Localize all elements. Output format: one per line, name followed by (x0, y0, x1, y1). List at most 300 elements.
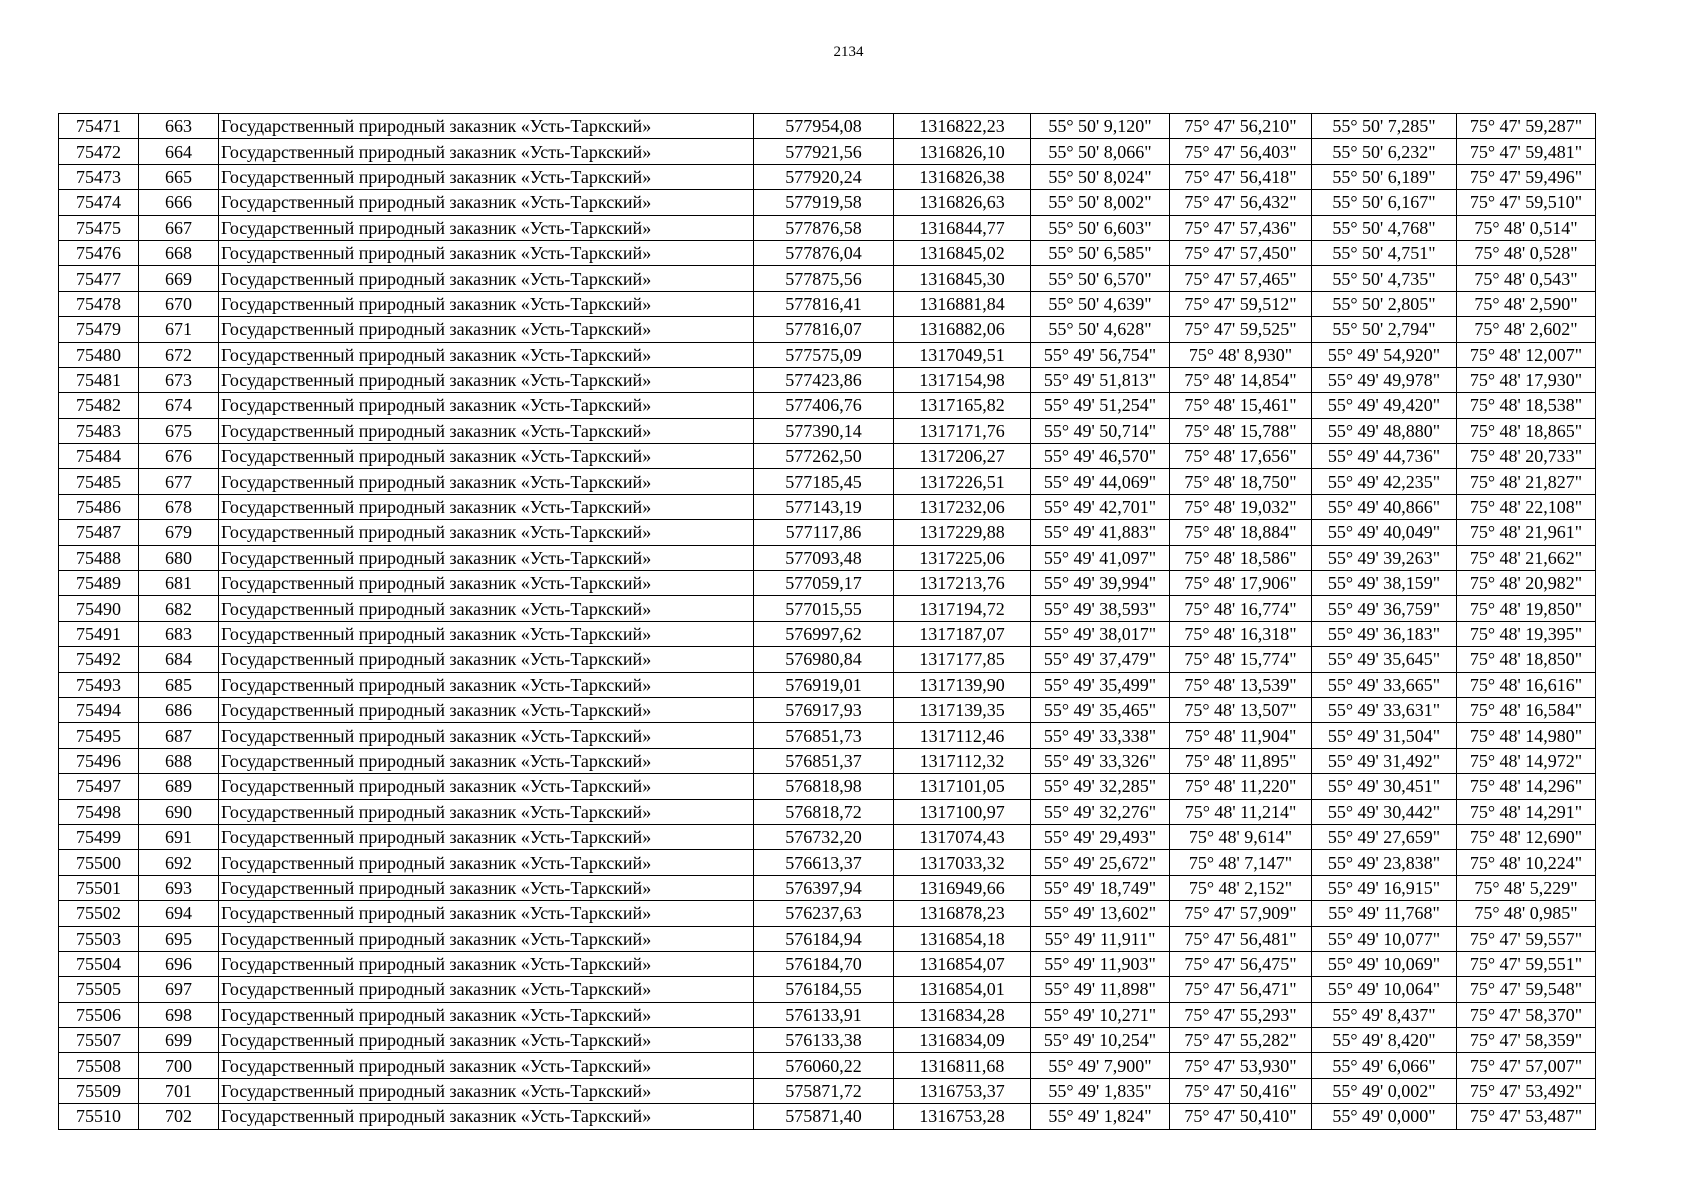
table-row (59, 469, 1596, 494)
point-number-cell: 675 (139, 418, 219, 443)
record-number-cell: 75486 (59, 494, 139, 519)
longitude-1-cell: 75° 48' 8,930" (1170, 342, 1312, 367)
table-row (59, 901, 1596, 926)
coord-x-cell: 577919,58 (754, 190, 894, 215)
record-number-cell: 75500 (59, 850, 139, 875)
table-row (59, 672, 1596, 697)
coord-y-cell: 1316854,18 (894, 926, 1031, 951)
longitude-1-cell: 75° 48' 17,906" (1170, 571, 1312, 596)
record-number-cell: 75508 (59, 1053, 139, 1078)
longitude-1-cell: 75° 47' 57,436" (1170, 215, 1312, 240)
record-number-cell: 75478 (59, 291, 139, 316)
record-number-cell: 75473 (59, 164, 139, 189)
latitude-1-cell: 55° 49' 41,883" (1031, 520, 1170, 545)
reserve-name-cell: Государственный природный заказник «Усть-Таркский» (219, 317, 754, 342)
coord-x-cell: 576851,73 (754, 723, 894, 748)
latitude-2-cell: 55° 49' 39,263" (1312, 545, 1457, 570)
coord-x-cell: 577423,86 (754, 367, 894, 392)
coord-y-cell: 1316826,38 (894, 164, 1031, 189)
coord-y-cell: 1317074,43 (894, 824, 1031, 849)
latitude-1-cell: 55° 50' 4,628" (1031, 317, 1170, 342)
latitude-1-cell: 55° 50' 6,603" (1031, 215, 1170, 240)
longitude-1-cell: 75° 48' 2,152" (1170, 875, 1312, 900)
longitude-2-cell: 75° 48' 14,291" (1457, 799, 1596, 824)
table-row (59, 875, 1596, 900)
point-number-cell: 680 (139, 545, 219, 570)
point-number-cell: 676 (139, 444, 219, 469)
table-row (59, 520, 1596, 545)
point-number-cell: 674 (139, 393, 219, 418)
latitude-2-cell: 55° 49' 40,866" (1312, 494, 1457, 519)
longitude-2-cell: 75° 48' 21,662" (1457, 545, 1596, 570)
reserve-name-cell: Государственный природный заказник «Усть-Таркский» (219, 444, 754, 469)
coord-y-cell: 1317206,27 (894, 444, 1031, 469)
table-row (59, 1002, 1596, 1027)
coord-y-cell: 1316881,84 (894, 291, 1031, 316)
latitude-2-cell: 55° 49' 30,442" (1312, 799, 1457, 824)
table-row (59, 494, 1596, 519)
latitude-2-cell: 55° 49' 8,437" (1312, 1002, 1457, 1027)
latitude-1-cell: 55° 49' 11,898" (1031, 977, 1170, 1002)
latitude-1-cell: 55° 49' 29,493" (1031, 824, 1170, 849)
latitude-2-cell: 55° 49' 0,000" (1312, 1104, 1457, 1129)
point-number-cell: 694 (139, 901, 219, 926)
latitude-1-cell: 55° 49' 38,593" (1031, 596, 1170, 621)
coord-x-cell: 577117,86 (754, 520, 894, 545)
latitude-1-cell: 55° 49' 7,900" (1031, 1053, 1170, 1078)
longitude-2-cell: 75° 47' 59,510" (1457, 190, 1596, 215)
coord-y-cell: 1317112,46 (894, 723, 1031, 748)
table-row (59, 621, 1596, 646)
coord-y-cell: 1317112,32 (894, 748, 1031, 773)
latitude-1-cell: 55° 49' 33,338" (1031, 723, 1170, 748)
record-number-cell: 75475 (59, 215, 139, 240)
table-row (59, 1104, 1596, 1129)
latitude-2-cell: 55° 49' 40,049" (1312, 520, 1457, 545)
longitude-2-cell: 75° 47' 57,007" (1457, 1053, 1596, 1078)
coord-y-cell: 1316753,28 (894, 1104, 1031, 1129)
coord-x-cell: 576613,37 (754, 850, 894, 875)
reserve-name-cell: Государственный природный заказник «Усть-Таркский» (219, 114, 754, 139)
longitude-1-cell: 75° 47' 56,418" (1170, 164, 1312, 189)
latitude-2-cell: 55° 49' 10,069" (1312, 951, 1457, 976)
record-number-cell: 75510 (59, 1104, 139, 1129)
longitude-1-cell: 75° 47' 55,282" (1170, 1028, 1312, 1053)
table-body (59, 114, 1596, 1130)
coord-x-cell: 577816,07 (754, 317, 894, 342)
longitude-2-cell: 75° 48' 0,543" (1457, 266, 1596, 291)
latitude-2-cell: 55° 49' 48,880" (1312, 418, 1457, 443)
table-row (59, 977, 1596, 1002)
reserve-name-cell: Государственный природный заказник «Усть-Таркский» (219, 266, 754, 291)
page-number: 2134 (833, 44, 864, 60)
record-number-cell: 75507 (59, 1028, 139, 1053)
reserve-name-cell: Государственный природный заказник «Усть-Таркский» (219, 291, 754, 316)
coord-x-cell: 577816,41 (754, 291, 894, 316)
reserve-name-cell: Государственный природный заказник «Усть-Таркский» (219, 672, 754, 697)
coord-y-cell: 1317033,32 (894, 850, 1031, 875)
coord-x-cell: 576397,94 (754, 875, 894, 900)
coord-y-cell: 1316949,66 (894, 875, 1031, 900)
longitude-2-cell: 75° 48' 12,007" (1457, 342, 1596, 367)
longitude-1-cell: 75° 47' 55,293" (1170, 1002, 1312, 1027)
point-number-cell: 702 (139, 1104, 219, 1129)
coord-y-cell: 1317171,76 (894, 418, 1031, 443)
coord-y-cell: 1317187,07 (894, 621, 1031, 646)
longitude-1-cell: 75° 48' 16,774" (1170, 596, 1312, 621)
reserve-name-cell: Государственный природный заказник «Усть-Таркский» (219, 1028, 754, 1053)
latitude-1-cell: 55° 49' 37,479" (1031, 647, 1170, 672)
coord-x-cell: 576818,72 (754, 799, 894, 824)
coord-x-cell: 576060,22 (754, 1053, 894, 1078)
coord-x-cell: 577875,56 (754, 266, 894, 291)
longitude-1-cell: 75° 47' 56,432" (1170, 190, 1312, 215)
latitude-2-cell: 55° 50' 4,751" (1312, 240, 1457, 265)
latitude-1-cell: 55° 50' 4,639" (1031, 291, 1170, 316)
record-number-cell: 75504 (59, 951, 139, 976)
coord-y-cell: 1317213,76 (894, 571, 1031, 596)
point-number-cell: 672 (139, 342, 219, 367)
latitude-1-cell: 55° 49' 10,254" (1031, 1028, 1170, 1053)
coord-x-cell: 576184,55 (754, 977, 894, 1002)
point-number-cell: 685 (139, 672, 219, 697)
reserve-name-cell: Государственный природный заказник «Усть-Таркский» (219, 240, 754, 265)
latitude-1-cell: 55° 49' 33,326" (1031, 748, 1170, 773)
table-row (59, 1053, 1596, 1078)
reserve-name-cell: Государственный природный заказник «Усть-Таркский» (219, 1104, 754, 1129)
reserve-name-cell: Государственный природный заказник «Усть-Таркский» (219, 926, 754, 951)
reserve-name-cell: Государственный природный заказник «Усть-Таркский» (219, 164, 754, 189)
coord-y-cell: 1316753,37 (894, 1078, 1031, 1103)
latitude-1-cell: 55° 49' 51,254" (1031, 393, 1170, 418)
reserve-name-cell: Государственный природный заказник «Усть-Таркский» (219, 824, 754, 849)
reserve-name-cell: Государственный природный заказник «Усть-Таркский» (219, 418, 754, 443)
coord-x-cell: 576184,70 (754, 951, 894, 976)
longitude-2-cell: 75° 47' 58,359" (1457, 1028, 1596, 1053)
longitude-1-cell: 75° 47' 56,481" (1170, 926, 1312, 951)
point-number-cell: 664 (139, 139, 219, 164)
point-number-cell: 669 (139, 266, 219, 291)
longitude-2-cell: 75° 47' 59,548" (1457, 977, 1596, 1002)
table-row (59, 393, 1596, 418)
reserve-name-cell: Государственный природный заказник «Усть-Таркский» (219, 875, 754, 900)
longitude-1-cell: 75° 47' 59,525" (1170, 317, 1312, 342)
point-number-cell: 698 (139, 1002, 219, 1027)
table-row (59, 926, 1596, 951)
reserve-name-cell: Государственный природный заказник «Усть-Таркский» (219, 1078, 754, 1103)
latitude-1-cell: 55° 49' 35,499" (1031, 672, 1170, 697)
longitude-1-cell: 75° 48' 11,214" (1170, 799, 1312, 824)
coord-y-cell: 1316878,23 (894, 901, 1031, 926)
coord-y-cell: 1317165,82 (894, 393, 1031, 418)
record-number-cell: 75509 (59, 1078, 139, 1103)
coord-y-cell: 1316826,10 (894, 139, 1031, 164)
record-number-cell: 75493 (59, 672, 139, 697)
table-row (59, 444, 1596, 469)
latitude-1-cell: 55° 49' 1,824" (1031, 1104, 1170, 1129)
point-number-cell: 690 (139, 799, 219, 824)
coord-x-cell: 577015,55 (754, 596, 894, 621)
point-number-cell: 684 (139, 647, 219, 672)
record-number-cell: 75488 (59, 545, 139, 570)
reserve-name-cell: Государственный природный заказник «Усть-Таркский» (219, 697, 754, 722)
coord-x-cell: 577390,14 (754, 418, 894, 443)
table-row (59, 951, 1596, 976)
coord-x-cell: 576184,94 (754, 926, 894, 951)
table-row (59, 774, 1596, 799)
longitude-1-cell: 75° 48' 11,904" (1170, 723, 1312, 748)
coord-y-cell: 1316854,01 (894, 977, 1031, 1002)
longitude-1-cell: 75° 48' 18,750" (1170, 469, 1312, 494)
table-row (59, 164, 1596, 189)
record-number-cell: 75485 (59, 469, 139, 494)
reserve-name-cell: Государственный природный заказник «Усть-Таркский» (219, 215, 754, 240)
coord-x-cell: 577921,56 (754, 139, 894, 164)
reserve-name-cell: Государственный природный заказник «Усть-Таркский» (219, 850, 754, 875)
coord-y-cell: 1317177,85 (894, 647, 1031, 672)
latitude-2-cell: 55° 50' 4,735" (1312, 266, 1457, 291)
latitude-1-cell: 55° 49' 51,813" (1031, 367, 1170, 392)
latitude-1-cell: 55° 49' 50,714" (1031, 418, 1170, 443)
latitude-1-cell: 55° 50' 8,066" (1031, 139, 1170, 164)
latitude-2-cell: 55° 49' 36,183" (1312, 621, 1457, 646)
record-number-cell: 75479 (59, 317, 139, 342)
longitude-2-cell: 75° 48' 16,616" (1457, 672, 1596, 697)
point-number-cell: 668 (139, 240, 219, 265)
record-number-cell: 75482 (59, 393, 139, 418)
longitude-1-cell: 75° 48' 13,539" (1170, 672, 1312, 697)
record-number-cell: 75490 (59, 596, 139, 621)
coord-x-cell: 577262,50 (754, 444, 894, 469)
record-number-cell: 75506 (59, 1002, 139, 1027)
longitude-2-cell: 75° 48' 21,827" (1457, 469, 1596, 494)
longitude-2-cell: 75° 48' 0,528" (1457, 240, 1596, 265)
latitude-2-cell: 55° 50' 4,768" (1312, 215, 1457, 240)
longitude-1-cell: 75° 48' 18,586" (1170, 545, 1312, 570)
point-number-cell: 700 (139, 1053, 219, 1078)
point-number-cell: 701 (139, 1078, 219, 1103)
coord-x-cell: 576818,98 (754, 774, 894, 799)
coord-x-cell: 577406,76 (754, 393, 894, 418)
latitude-2-cell: 55° 49' 31,492" (1312, 748, 1457, 773)
coord-y-cell: 1316882,06 (894, 317, 1031, 342)
latitude-2-cell: 55° 49' 30,451" (1312, 774, 1457, 799)
table-row (59, 266, 1596, 291)
coord-y-cell: 1316834,09 (894, 1028, 1031, 1053)
latitude-2-cell: 55° 49' 36,759" (1312, 596, 1457, 621)
table-row (59, 342, 1596, 367)
record-number-cell: 75492 (59, 647, 139, 672)
coord-x-cell: 576851,37 (754, 748, 894, 773)
longitude-1-cell: 75° 47' 57,909" (1170, 901, 1312, 926)
point-number-cell: 689 (139, 774, 219, 799)
point-number-cell: 681 (139, 571, 219, 596)
coord-x-cell: 577185,45 (754, 469, 894, 494)
latitude-1-cell: 55° 49' 56,754" (1031, 342, 1170, 367)
longitude-2-cell: 75° 48' 5,229" (1457, 875, 1596, 900)
reserve-name-cell: Государственный природный заказник «Усть-Таркский» (219, 393, 754, 418)
coord-y-cell: 1317232,06 (894, 494, 1031, 519)
latitude-2-cell: 55° 49' 0,002" (1312, 1078, 1457, 1103)
latitude-1-cell: 55° 49' 1,835" (1031, 1078, 1170, 1103)
longitude-1-cell: 75° 47' 53,930" (1170, 1053, 1312, 1078)
latitude-2-cell: 55° 49' 44,736" (1312, 444, 1457, 469)
table-row (59, 1028, 1596, 1053)
coord-x-cell: 577143,19 (754, 494, 894, 519)
longitude-2-cell: 75° 48' 18,850" (1457, 647, 1596, 672)
latitude-1-cell: 55° 50' 6,585" (1031, 240, 1170, 265)
coord-x-cell: 575871,40 (754, 1104, 894, 1129)
point-number-cell: 673 (139, 367, 219, 392)
table-row (59, 190, 1596, 215)
latitude-2-cell: 55° 49' 8,420" (1312, 1028, 1457, 1053)
longitude-2-cell: 75° 47' 59,557" (1457, 926, 1596, 951)
table-row (59, 824, 1596, 849)
latitude-1-cell: 55° 49' 35,465" (1031, 697, 1170, 722)
latitude-1-cell: 55° 50' 8,002" (1031, 190, 1170, 215)
record-number-cell: 75472 (59, 139, 139, 164)
latitude-2-cell: 55° 49' 33,631" (1312, 697, 1457, 722)
latitude-2-cell: 55° 49' 23,838" (1312, 850, 1457, 875)
longitude-1-cell: 75° 48' 11,220" (1170, 774, 1312, 799)
table-row (59, 799, 1596, 824)
longitude-1-cell: 75° 48' 15,774" (1170, 647, 1312, 672)
reserve-name-cell: Государственный природный заказник «Усть-Таркский» (219, 469, 754, 494)
longitude-2-cell: 75° 48' 0,514" (1457, 215, 1596, 240)
longitude-2-cell: 75° 48' 12,690" (1457, 824, 1596, 849)
point-number-cell: 693 (139, 875, 219, 900)
longitude-1-cell: 75° 47' 56,403" (1170, 139, 1312, 164)
coord-x-cell: 576133,38 (754, 1028, 894, 1053)
coord-y-cell: 1317229,88 (894, 520, 1031, 545)
longitude-1-cell: 75° 48' 11,895" (1170, 748, 1312, 773)
longitude-1-cell: 75° 48' 19,032" (1170, 494, 1312, 519)
table-row (59, 571, 1596, 596)
coord-y-cell: 1317194,72 (894, 596, 1031, 621)
latitude-1-cell: 55° 49' 44,069" (1031, 469, 1170, 494)
coord-x-cell: 577093,48 (754, 545, 894, 570)
table-row (59, 647, 1596, 672)
latitude-2-cell: 55° 49' 27,659" (1312, 824, 1457, 849)
coord-x-cell: 577876,58 (754, 215, 894, 240)
reserve-name-cell: Государственный природный заказник «Усть-Таркский» (219, 494, 754, 519)
longitude-2-cell: 75° 48' 14,980" (1457, 723, 1596, 748)
coord-y-cell: 1316845,30 (894, 266, 1031, 291)
point-number-cell: 682 (139, 596, 219, 621)
longitude-1-cell: 75° 48' 14,854" (1170, 367, 1312, 392)
longitude-1-cell: 75° 47' 57,465" (1170, 266, 1312, 291)
point-number-cell: 691 (139, 824, 219, 849)
point-number-cell: 695 (139, 926, 219, 951)
record-number-cell: 75483 (59, 418, 139, 443)
record-number-cell: 75480 (59, 342, 139, 367)
latitude-2-cell: 55° 49' 35,645" (1312, 647, 1457, 672)
longitude-1-cell: 75° 48' 15,461" (1170, 393, 1312, 418)
point-number-cell: 692 (139, 850, 219, 875)
longitude-1-cell: 75° 48' 7,147" (1170, 850, 1312, 875)
latitude-1-cell: 55° 49' 11,911" (1031, 926, 1170, 951)
latitude-2-cell: 55° 50' 6,189" (1312, 164, 1457, 189)
longitude-2-cell: 75° 48' 14,972" (1457, 748, 1596, 773)
longitude-2-cell: 75° 48' 14,296" (1457, 774, 1596, 799)
latitude-2-cell: 55° 50' 2,805" (1312, 291, 1457, 316)
latitude-2-cell: 55° 49' 38,159" (1312, 571, 1457, 596)
reserve-name-cell: Государственный природный заказник «Усть-Таркский» (219, 799, 754, 824)
longitude-2-cell: 75° 47' 53,492" (1457, 1078, 1596, 1103)
latitude-2-cell: 55° 49' 42,235" (1312, 469, 1457, 494)
table-row (59, 1078, 1596, 1103)
latitude-1-cell: 55° 49' 42,701" (1031, 494, 1170, 519)
coord-x-cell: 577954,08 (754, 114, 894, 139)
record-number-cell: 75501 (59, 875, 139, 900)
latitude-1-cell: 55° 49' 25,672" (1031, 850, 1170, 875)
coord-y-cell: 1316844,77 (894, 215, 1031, 240)
record-number-cell: 75497 (59, 774, 139, 799)
point-number-cell: 686 (139, 697, 219, 722)
coord-x-cell: 576732,20 (754, 824, 894, 849)
longitude-2-cell: 75° 48' 18,865" (1457, 418, 1596, 443)
longitude-2-cell: 75° 47' 59,287" (1457, 114, 1596, 139)
latitude-1-cell: 55° 49' 10,271" (1031, 1002, 1170, 1027)
point-number-cell: 666 (139, 190, 219, 215)
coord-x-cell: 577876,04 (754, 240, 894, 265)
record-number-cell: 75503 (59, 926, 139, 951)
table-row (59, 317, 1596, 342)
reserve-name-cell: Государственный природный заказник «Усть-Таркский» (219, 977, 754, 1002)
record-number-cell: 75496 (59, 748, 139, 773)
latitude-1-cell: 55° 49' 11,903" (1031, 951, 1170, 976)
longitude-2-cell: 75° 48' 20,733" (1457, 444, 1596, 469)
latitude-2-cell: 55° 50' 2,794" (1312, 317, 1457, 342)
table-row (59, 114, 1596, 139)
coord-y-cell: 1316822,23 (894, 114, 1031, 139)
longitude-2-cell: 75° 48' 19,850" (1457, 596, 1596, 621)
latitude-2-cell: 55° 49' 10,077" (1312, 926, 1457, 951)
longitude-1-cell: 75° 48' 15,788" (1170, 418, 1312, 443)
table-row (59, 596, 1596, 621)
record-number-cell: 75476 (59, 240, 139, 265)
reserve-name-cell: Государственный природный заказник «Усть-Таркский» (219, 1053, 754, 1078)
longitude-2-cell: 75° 48' 0,985" (1457, 901, 1596, 926)
latitude-2-cell: 55° 49' 16,915" (1312, 875, 1457, 900)
coord-x-cell: 575871,72 (754, 1078, 894, 1103)
reserve-name-cell: Государственный природный заказник «Усть-Таркский» (219, 748, 754, 773)
latitude-1-cell: 55° 49' 13,602" (1031, 901, 1170, 926)
point-number-cell: 667 (139, 215, 219, 240)
latitude-2-cell: 55° 49' 33,665" (1312, 672, 1457, 697)
record-number-cell: 75481 (59, 367, 139, 392)
longitude-1-cell: 75° 47' 56,471" (1170, 977, 1312, 1002)
latitude-1-cell: 55° 49' 38,017" (1031, 621, 1170, 646)
coord-y-cell: 1317049,51 (894, 342, 1031, 367)
latitude-1-cell: 55° 49' 32,276" (1031, 799, 1170, 824)
longitude-2-cell: 75° 47' 59,496" (1457, 164, 1596, 189)
point-number-cell: 677 (139, 469, 219, 494)
record-number-cell: 75502 (59, 901, 139, 926)
coord-y-cell: 1316854,07 (894, 951, 1031, 976)
point-number-cell: 679 (139, 520, 219, 545)
longitude-2-cell: 75° 48' 21,961" (1457, 520, 1596, 545)
longitude-1-cell: 75° 47' 50,416" (1170, 1078, 1312, 1103)
latitude-1-cell: 55° 49' 32,285" (1031, 774, 1170, 799)
reserve-name-cell: Государственный природный заказник «Усть-Таркский» (219, 596, 754, 621)
record-number-cell: 75487 (59, 520, 139, 545)
latitude-1-cell: 55° 50' 9,120" (1031, 114, 1170, 139)
longitude-2-cell: 75° 48' 22,108" (1457, 494, 1596, 519)
longitude-1-cell: 75° 47' 56,210" (1170, 114, 1312, 139)
latitude-1-cell: 55° 50' 6,570" (1031, 266, 1170, 291)
record-number-cell: 75505 (59, 977, 139, 1002)
